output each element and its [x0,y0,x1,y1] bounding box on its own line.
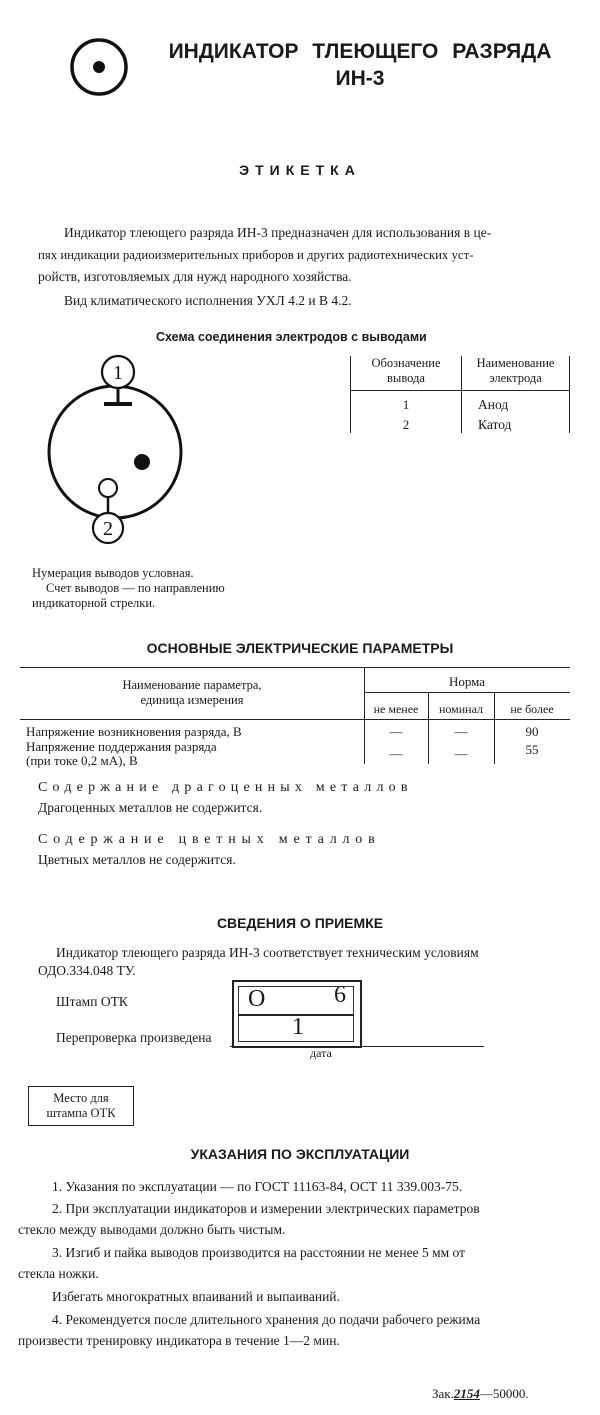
intro-line-1: Индикатор тлеющего разряда ИН-3 предназначен для использования в це- [64,225,492,240]
param-row-2-name: Напряжение поддержания разряда (при токе 0,2 мА), В [26,739,217,768]
otk-stamp [232,980,362,1048]
nonferrous-metals-text: Цветных металлов не содержится. [38,852,236,867]
usage-instructions: 1. Указания по эксплуатации — по ГОСТ 11163-84, ОСТ 11 339.003-75. 2. При эксплуатации индикаторов и измерении электрических параметров стекло между выводами должно быть чистым. 3. Изгиб и пайка выводов производится на расстоянии не менее 5 мм от стекла ножки. Избегать многократных впаиваний и выпаиваний. 4. Рекомендуется после длительного хранения до подачи рабочего режима произвести тренировку индикатора в течение 1—2 мин. [18,1176,578,1351]
otk-stamp-label: Штамп ОТК [56,994,128,1009]
indicator-logo-icon [68,36,130,98]
params-norm-rule [364,692,570,693]
label-heading: ЭТИКЕТКА [239,162,361,178]
stamp-text-o: О [248,986,266,1012]
pin-cell: 2 [351,413,462,433]
pin-numbering-note: Нумерация выводов условная. Счет выводов — по направлению индикаторной стрелки. [32,566,225,610]
pin-1-number: 1 [113,362,123,384]
params-max-header: не более [510,702,554,716]
intro-line-2: пях индикации радиоизмерительных приборов и других радиотехнических уст- [38,248,474,262]
param-row-1-name: Напряжение возникновения разряда, В [26,724,242,739]
params-name-header: Наименование параметра, единица измерения [122,678,262,707]
acceptance-text: Индикатор тлеющего разряда ИН-3 соответствует техническим условиям ОДО.334.048 ТУ. [38,945,479,978]
stamp-text-6: 6 [334,982,346,1008]
usage-item-1: 1. Указания по эксплуатации — по ГОСТ 11163-84, ОСТ 11 339.003-75. [52,1179,463,1194]
usage-item-3: 3. Изгиб и пайка выводов производится на расстоянии не менее 5 мм от [52,1245,466,1260]
electrode-cell: Катод [462,413,570,433]
usage-item-2: 2. При эксплуатации индикаторов и измерении электрических параметров [52,1201,480,1216]
intro-paragraph [38,222,578,288]
params-heading: ОСНОВНЫЕ ЭЛЕКТРИЧЕСКИЕ ПАРАМЕТРЫ [146,640,454,656]
recheck-line [230,1046,484,1047]
param-row-1-max: 90 [525,724,539,739]
pin-table [350,356,570,433]
params-header-bottom-rule [20,719,570,720]
order-run: 50000. [492,1386,529,1401]
params-table-top-rule [20,667,570,668]
order-footer: Зак.2154—50000. [432,1386,529,1401]
params-min-header: не менее [373,702,419,716]
param-row-2-min: — [389,746,403,761]
order-prefix: Зак. [432,1386,454,1401]
electrode-cell: Анод [462,391,570,414]
electrode-col-header: Наименование электрода [462,356,570,391]
cathode-ring [99,479,117,497]
pin-col-header: Обозначение вывода [351,356,462,391]
title-line-2: ИН-3 [335,67,385,90]
date-label: дата [310,1046,332,1060]
pin-cell: 1 [351,391,462,414]
title-line-1: ИНДИКАТОР ТЛЕЮЩЕГО РАЗРЯДА [168,40,552,63]
recheck-label: Перепроверка произведена [56,1030,212,1045]
stamp-text-1: 1 [292,1014,304,1040]
order-number: 2154 [453,1386,480,1401]
document-title [140,38,580,92]
scheme-title: Схема соединения электродов с выводами [156,330,427,344]
param-row-2-max: 55 [525,742,539,757]
param-row-2-nom: — [454,746,468,761]
param-row-1-nom: — [454,724,468,739]
climate-text: Вид климатического исполнения УХЛ 4.2 и В 4.2. [64,293,352,308]
params-norm-header: Норма [448,674,486,689]
nonferrous-metals-heading: Содержание цветных металлов [38,832,381,847]
pin-2-number: 2 [103,518,113,540]
precious-metals-text: Драгоценных металлов не содержится. [38,800,263,815]
intro-line-3: ройств, изготовляемых для нужд народного хозяйства. [38,269,352,284]
usage-item-4: 4. Рекомендуется после длительного хранения до подачи рабочего режима [52,1312,481,1327]
param-row-1-min: — [389,724,403,739]
precious-metals-heading: Содержание драгоценных металлов [38,780,413,795]
acceptance-heading: СВЕДЕНИЯ О ПРИЕМКЕ [216,915,384,931]
indicator-dot [134,454,150,470]
table-row [351,413,570,433]
otk-stamp-place-box: Место для штампа ОТК [28,1086,134,1126]
params-nom-header: номинал [438,702,484,716]
usage-heading: УКАЗАНИЯ ПО ЭКСПЛУАТАЦИИ [190,1146,410,1162]
table-row [351,391,570,414]
electrode-scheme-diagram [40,352,190,552]
